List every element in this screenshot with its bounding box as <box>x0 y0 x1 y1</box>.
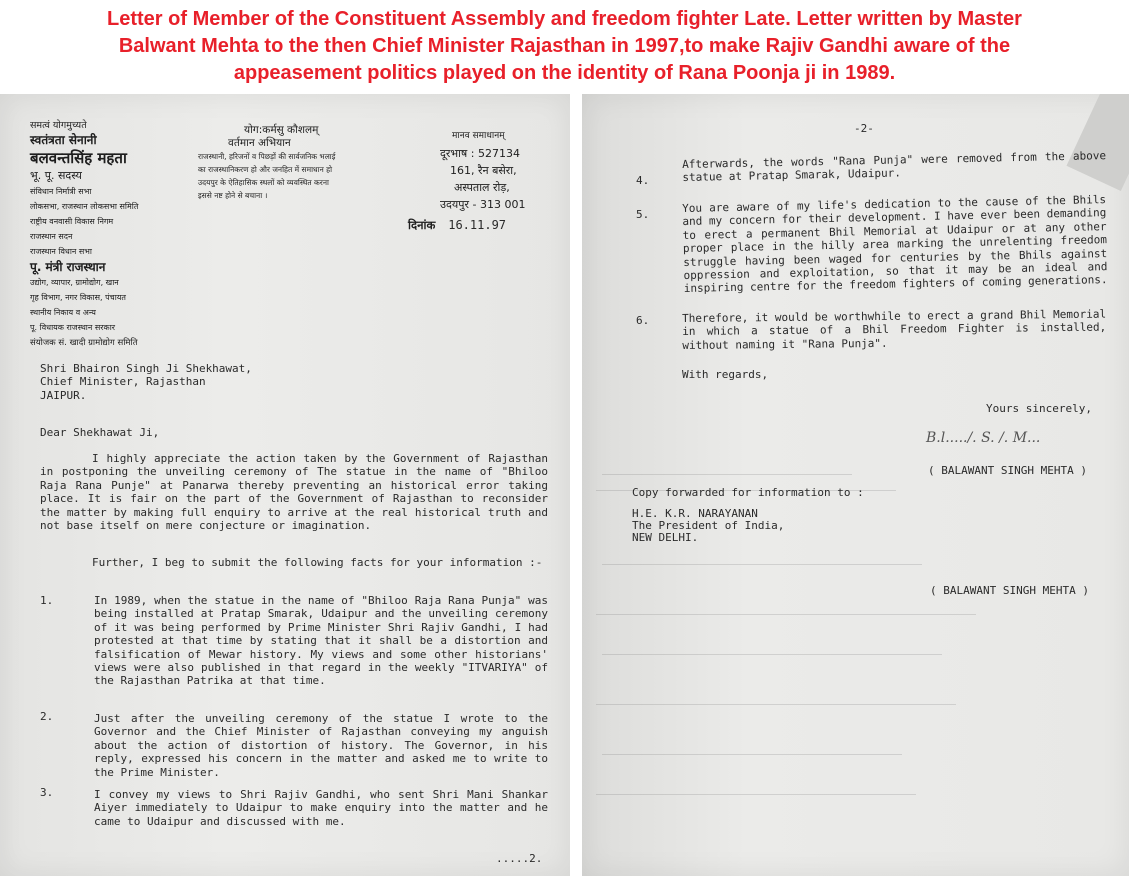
letterhead-center-heading: वर्तमान अभियान <box>228 137 291 149</box>
letterhead-line: पू. विधायक राजस्थान सरकार <box>30 323 116 333</box>
letterhead-line: राजस्थान सदन <box>30 232 73 242</box>
letterhead-line: स्थानीय निकाय व अन्य <box>30 308 96 318</box>
point-text: Just after the unveiling ceremony of the statue I wrote to the Governor and the Chief Minister of Rajasthan conveying my anguish about the action of distortion of history. The Governor, in his reply, expressed his concern in the matter and asked me to write to the Prime Minister. <box>94 712 548 779</box>
recipient-block <box>40 362 252 402</box>
intro-paragraph: I highly appreciate the action taken by the Government of Rajasthan in postponing the unveiling ceremony of The statue in the name of "Bhiloo Raja Rana Punje" at Panarwa thereby preventing an historical error taking place. It is fair on the part of the Government of Rajasthan to reconsider the matter by making full enquiry to arrive at the real historical truth and not base itself on mere conjecture or imagination. <box>40 452 548 533</box>
letter-page-2 <box>582 94 1129 876</box>
image-caption <box>0 6 1129 87</box>
signatory-name: ( BALAWANT SINGH MEHTA ) <box>928 464 1087 477</box>
letterhead-line: उद्योग, व्यापार, ग्रामोद्योग, खान <box>30 277 119 287</box>
copy-recipient-line: The President of India, <box>632 519 785 532</box>
letterhead-name: बलवन्तसिंह महता <box>30 149 127 168</box>
bleed-through <box>596 614 976 615</box>
letterhead-line: संयोजक सं. खादी ग्रामोद्योग समिति <box>30 337 138 348</box>
bleed-through <box>596 794 916 795</box>
further-paragraph: Further, I beg to submit the following facts for your information :- <box>92 556 543 569</box>
letterhead-center-line: उदयपुर के ऐतिहासिक स्थलों को व्यवस्थित करना <box>198 178 329 187</box>
copy-recipient-line: H.E. K.R. NARAYANAN <box>632 507 758 520</box>
closing: With regards, <box>682 368 769 381</box>
recipient-line: Shri Bhairon Singh Ji Shekhawat, <box>40 362 252 375</box>
letterhead-center-line: राजस्थानी, हरिजनों व पिछड़ों की सार्वजनिक भलाई <box>198 152 336 161</box>
letterhead-line: गृह विभाग, नगर विकास, पंचायत <box>30 293 126 303</box>
bleed-through <box>602 564 922 565</box>
letterhead-left <box>30 118 138 351</box>
letterhead-line: संविधान निर्मात्री सभा <box>30 186 92 196</box>
copy-recipient-line: NEW DELHI. <box>632 531 699 544</box>
continuation-marker: .....2. <box>496 852 543 865</box>
point-number: 3. <box>40 786 54 799</box>
recipient-line: JAIPUR. <box>40 388 87 402</box>
letterhead-address: 161, रैन बसेरा, <box>450 164 517 177</box>
signatory-name-2: ( BALAWANT SINGH MEHTA ) <box>930 584 1089 597</box>
point-text: Therefore, it would be worthwhile to erect a grand Bhil Memorial in which a statue of a Bhil Freedom Fighter is installed, without naming it "Rana Punja". <box>682 307 1107 352</box>
caption-line-1: Letter of Member of the Constituent Assembly and freedom fighter Late. Letter written by Master <box>107 8 1022 30</box>
letterhead-title: स्वतंत्रता सेनानी <box>30 133 97 148</box>
copy-recipient-block <box>632 508 784 544</box>
salutation: Dear Shekhawat Ji, <box>40 426 160 439</box>
point-number: 4. <box>636 174 650 187</box>
letter-date <box>408 218 506 233</box>
point-text: Afterwards, the words "Rana Punja" were removed from the above statue at Pratap Smarak, Udaipur. <box>682 149 1107 185</box>
letterhead-address: उदयपुर - 313 001 <box>440 198 526 211</box>
letterhead-center-line: इससे नष्ट होने से बचाना । <box>198 191 268 200</box>
letterhead-line: राष्ट्रीय वनवासी विकास निगम <box>30 217 114 227</box>
page-number: -2- <box>854 122 874 135</box>
bleed-through <box>602 654 942 655</box>
bleed-through <box>596 704 956 705</box>
point-text: You are aware of my life's dedication to the cause of the Bhils and my concern for their development. I have ever been demanding to erect a permanent Bhil Memorial at Udaipur or at any other proper place in the hilly area marking the unrelenting freedom struggle having been waged for centuries by the Bhils against oppression and exploitation, so that it may be an ideal and inspiring centre for the freedom fighters of coming generations. <box>682 193 1108 296</box>
letter-page-1 <box>0 94 570 876</box>
bleed-through <box>602 754 902 755</box>
letterhead-line: राजस्थान विधान सभा <box>30 247 92 257</box>
point-number: 5. <box>636 208 650 221</box>
caption-line-3: appeasement politics played on the identity of Rana Poonja ji in 1989. <box>233 62 896 84</box>
letterhead-line: लोकसभा, राजस्थान लोकसभा समिति <box>30 201 139 211</box>
letterhead-address: अस्पताल रोड़, <box>454 181 510 194</box>
letterhead-right <box>440 128 525 213</box>
letterhead-center-line: का राजस्थानिकरण हो और जनहित में समाधान हो <box>198 165 333 174</box>
letterhead-right-line: मानव समाधानम् <box>452 131 505 141</box>
letterhead-center <box>198 124 335 202</box>
letterhead-line: पू. मंत्री राजस्थान <box>30 259 106 274</box>
date-value: 16.11.97 <box>448 218 507 232</box>
point-number: 2. <box>40 710 54 723</box>
letterhead-line: भू. पू. सदस्य <box>30 169 82 183</box>
recipient-line: Chief Minister, Rajasthan <box>40 375 206 389</box>
point-number: 1. <box>40 594 54 607</box>
point-number: 6. <box>636 314 650 327</box>
letterhead-motto: समत्वं योगमुच्यते <box>30 120 87 131</box>
bleed-through <box>602 474 852 475</box>
point-text: I convey my views to Shri Rajiv Gandhi, who sent Shri Mani Shankar Aiyer immediately to Udaipur to make enquiry into the matter and he came to Udaipur and discussed with me. <box>94 788 548 828</box>
caption-line-2: Balwant Mehta to the then Chief Minister Rajasthan in 1997,to make Rajiv Gandhi aware of the <box>118 35 1011 57</box>
letterhead-center-motto: योग:कर्मसु कौशलम् <box>244 124 319 136</box>
point-text: In 1989, when the statue in the name of "Bhiloo Raja Rana Punja" was being installed at Pratap Smarak, Udaipur and the unveiling ceremony of it was being performed by Prime Minister Shri Rajiv Gandhi, I had protested at that time by stating that it shall be a distortion and falsification of Mewar history. My views and some other historians' views were also published in that regard in the weekly "ITVARIYA" of the Rajasthan Patrika at that time. <box>94 594 548 688</box>
copy-forwarded-line: Copy forwarded for information to : <box>632 486 864 499</box>
date-label: दिनांक <box>408 218 436 232</box>
letterhead-phone: दूरभाष : 527134 <box>440 147 520 160</box>
signature: B.l...../. S. /. M... <box>926 430 1041 446</box>
yours-sincerely: Yours sincerely, <box>986 402 1092 415</box>
